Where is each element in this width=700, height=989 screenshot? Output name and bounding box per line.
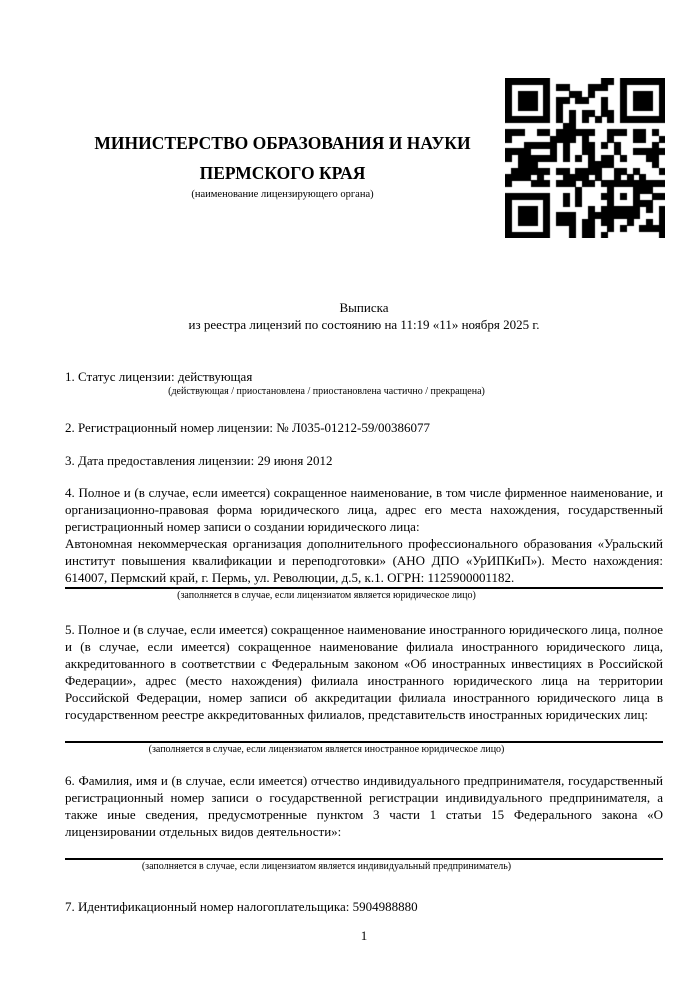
foreign-entity-value: [65, 723, 663, 740]
foreign-entity-item: [65, 621, 663, 756]
legal-entity-label: 4. Полное и (в случае, если имеется) сокращенное наименование, в том числе фирменное наименование, и организационно-правовая форма юридического лица, адрес его места нахождения, государственный регистрационный номер записи о создании юридического лица:: [65, 485, 663, 534]
inn-item: [65, 898, 663, 915]
page-number: 1: [360, 928, 368, 943]
registration-number-item: [65, 419, 663, 436]
inn-text: 7. Идентификационный номер налогоплательщика: 5904988880: [65, 899, 418, 914]
document-title-line1: Выписка: [339, 300, 389, 315]
entrepreneur-item: [65, 772, 663, 873]
registration-number-text: 2. Регистрационный номер лицензии: № Л035-01212-59/00386077: [65, 420, 431, 435]
entrepreneur-note: (заполняется в случае, если лицензиатом является индивидуальный предприниматель): [141, 861, 512, 872]
ministry-name-line2: ПЕРМСКОГО КРАЯ: [199, 163, 366, 183]
foreign-entity-label: 5. Полное и (в случае, если имеется) сокращенное наименование иностранного юридического лица, полное и (в случае, если имеется) сокращенное наименование филиала иностранного юридического лица, аккредитованного в соответствии с Федеральным законом «Об иностранных инвестициях в Российской Федерации», адрес (место нахождения) филиала иностранного юридического лица на территории Российской Федерации, номер записи об аккредитации филиала иностранного юридического лица в государственном реестре аккредитованных филиалов, представительств иностранных юридических лиц:: [65, 622, 663, 722]
license-status-note: (действующая / приостановлена / приостановлена частично / прекращена): [168, 386, 485, 397]
licensing-authority-caption: (наименование лицензирующего органа): [191, 189, 374, 200]
document-title-line2: из реестра лицензий по состоянию на 11:19 «11» ноября 2025 г.: [188, 317, 540, 332]
legal-entity-note: (заполняется в случае, если лицензиатом является юридическое лицо): [177, 590, 476, 601]
qr-code-icon: [505, 78, 665, 238]
grant-date-item: [65, 452, 663, 469]
entrepreneur-value: [65, 840, 663, 857]
foreign-entity-note: (заполняется в случае, если лицензиатом является иностранное юридическое лицо): [148, 744, 505, 755]
document-title: [65, 299, 663, 333]
entrepreneur-label: 6. Фамилия, имя и (в случае, если имеется) отчество индивидуального предпринимателя, государственный регистрационный номер записи о государственной регистрации индивидуального предпринимателя, а также иные сведения, предусмотренные пунктом 3 части 1 статьи 15 Федерального закона «О лицензировании отдельных видов деятельности»:: [65, 773, 663, 839]
ministry-name-line1: МИНИСТЕРСТВО ОБРАЗОВАНИЯ И НАУКИ: [94, 133, 471, 153]
legal-entity-value: Автономная некоммерческая организация дополнительного профессионального образования «Уральский институт повышения квалификации и переподготовки» (АНО ДПО «УрИПКиП»). Место нахождения: 614007, Пермский край, г. Пермь, ул. Революции, д.5, к.1. ОГРН: 1125900001182.: [65, 536, 663, 585]
legal-entity-item: [65, 484, 663, 602]
grant-date-text: 3. Дата предоставления лицензии: 29 июня 2012: [65, 453, 333, 468]
license-status-text: 1. Статус лицензии: действующая: [65, 369, 253, 384]
license-status-item: [65, 368, 663, 398]
licensing-authority-header: [65, 128, 500, 201]
